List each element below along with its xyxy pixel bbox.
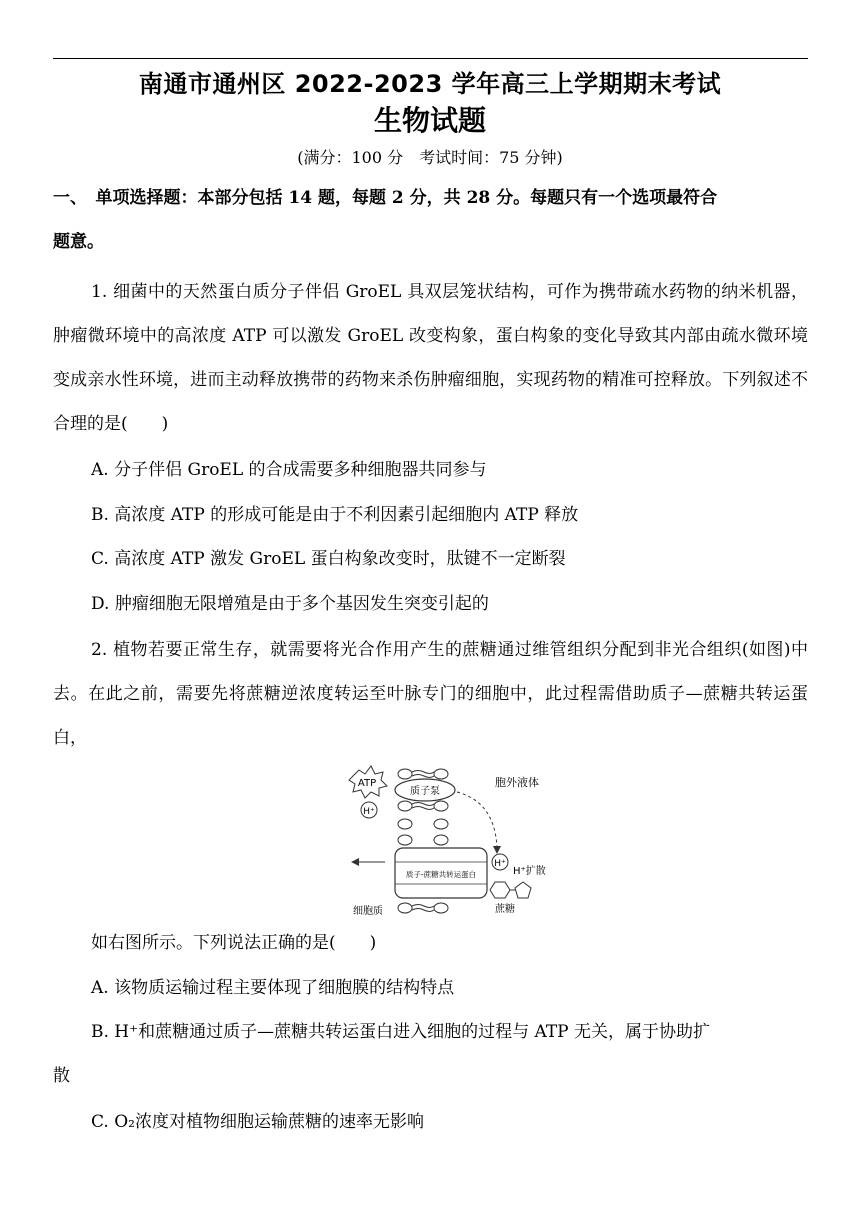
sucrose-label: 蔗糖 (495, 904, 515, 915)
membrane-transport-diagram (345, 762, 560, 922)
question-2-stem: 2. 植物若要正常生存，就需要将光合作用产生的蔗糖通过维管组织分配到非光合组织(如图)中去。在此之前，需要先将蔗糖逆浓度转运至叶脉专门的细胞中，此过程需借助质子—蔗糖共转运蛋白， (53, 640, 808, 748)
subject-title: 生物试题 (373, 104, 486, 137)
cotransporter-label: 质子-蔗糖共转运蛋白 (405, 870, 477, 879)
exam-title: 南通市通州区 2022-2023 学年高三上学期期末考试 (138, 70, 722, 98)
exam-meta: (满分：100 分 考试时间：75 分钟) (297, 148, 563, 167)
question-2-option-a: A. 该物质运输过程主要体现了细胞膜的结构特点 (91, 978, 455, 998)
question-1-stem: 1. 细菌中的天然蛋白质分子伴侣 GroEL 具双层笼状结构，可作为携带疏水药物的纳米机器，肿瘤微环境中的高浓度 ATP 可以激发 GroEL 改变构象，蛋白构象的变化导致其内部由疏水微环境变成亲水性环境，进而主动释放携带的药物来杀伤肿瘤细胞，实现药物的精准可控释放。下列叙述不合理的是( ) (53, 282, 808, 434)
question-1-option-a: A. 分子伴侣 GroEL 的合成需要多种细胞器共同参与 (91, 460, 487, 480)
section-heading-line1: 一、 单项选择题：本部分包括 14 题，每题 2 分，共 28 分。每题只有一个选项最符合 (53, 188, 718, 208)
h-diffusion-label: H⁺扩散 (513, 866, 546, 877)
question-1-option-c: C. 高浓度 ATP 激发 GroEL 蛋白构象改变时，肽键不一定断裂 (91, 549, 566, 569)
question-2-stem-continued: 如右图所示。下列说法正确的是( ) (91, 933, 377, 953)
extracellular-label: 胞外液体 (495, 776, 539, 789)
header-rule (53, 58, 808, 59)
cytoplasm-label: 细胞质 (353, 906, 383, 917)
question-2-option-b-line2: 散 (53, 1066, 70, 1086)
question-2-option-c: C. O₂浓度对植物细胞运输蔗糖的速率无影响 (91, 1112, 424, 1132)
h-plus-right-label: H⁺ (494, 859, 506, 869)
atp-label: ATP (357, 778, 377, 789)
section-heading-line2: 题意。 (53, 232, 104, 252)
proton-pump-label: 质子泵 (410, 786, 440, 797)
question-1-option-b: B. 高浓度 ATP 的形成可能是由于不利因素引起细胞内 ATP 释放 (91, 505, 579, 525)
question-2-option-b-line1: B. H⁺和蔗糖通过质子—蔗糖共转运蛋白进入细胞的过程与 ATP 无关，属于协助扩 (91, 1022, 711, 1042)
question-1-option-d: D. 肿瘤细胞无限增殖是由于多个基因发生突变引起的 (91, 594, 489, 614)
h-plus-left-label: H⁺ (363, 807, 375, 817)
